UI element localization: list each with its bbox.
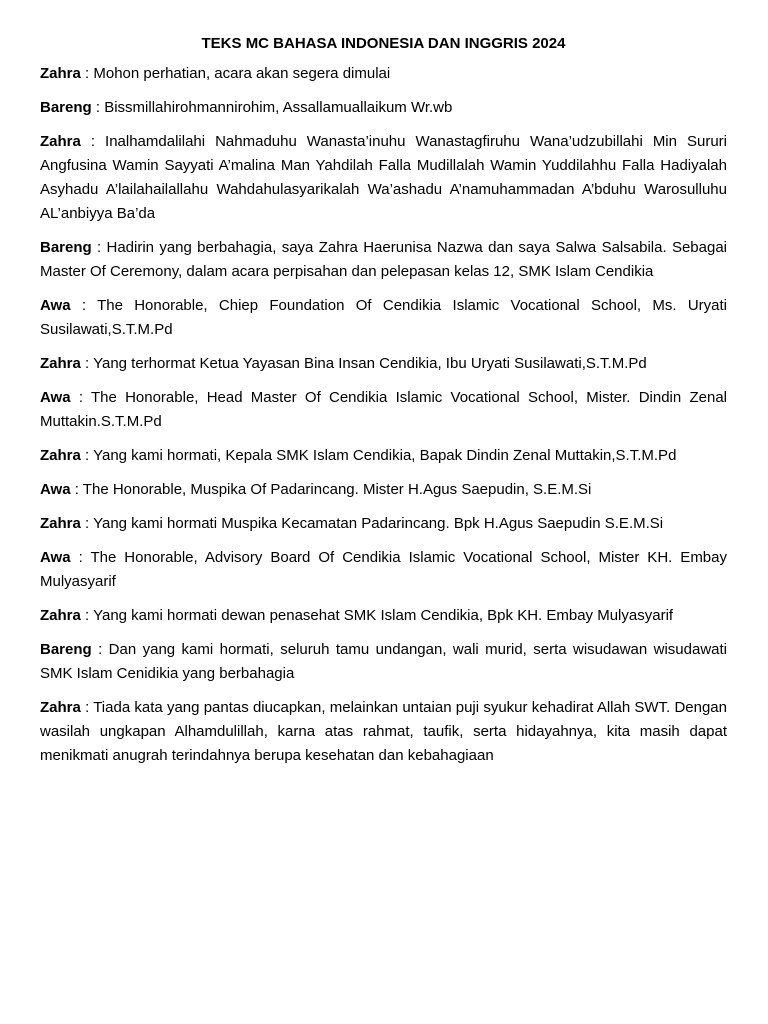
- speaker-name: Zahra: [40, 607, 81, 624]
- speaker-name: Zahra: [40, 133, 81, 150]
- dialogue-paragraph: [40, 604, 727, 628]
- dialogue-text: : Yang kami hormati dewan penasehat SMK Islam Cendikia, Bpk KH. Embay Mulyasyarif: [80, 607, 674, 624]
- dialogue-paragraph: [40, 62, 727, 86]
- dialogue-text: : The Honorable, Chiep Foundation Of Cendikia Islamic Vocational School, Ms. Uryati Susilawati,S.T.M.Pd: [40, 297, 727, 338]
- dialogue-text: : Yang kami hormati Muspika Kecamatan Padarincang. Bpk H.Agus Saepudin S.E.M.Si: [80, 515, 664, 532]
- speaker-name: Awa: [40, 389, 71, 406]
- dialogue-paragraph: [40, 130, 727, 226]
- dialogue-text: : Tiada kata yang pantas diucapkan, melainkan untaian puji syukur kehadirat Allah SWT. Dengan wasilah ungkapan Alhamdulillah, karna atas rahmat, taufik, serta hidayahnya, kita masih dapat menikmati anugrah terindahnya berupa kesehatan dan kebahagiaan: [40, 699, 727, 764]
- dialogue-text: : Yang terhormat Ketua Yayasan Bina Insan Cendikia, Ibu Uryati Susilawati,S.T.M.Pd: [80, 355, 647, 372]
- speaker-name: Awa: [40, 549, 71, 566]
- speaker-name: Zahra: [40, 447, 81, 464]
- dialogue-paragraph: [40, 638, 727, 686]
- dialogue-paragraph: [40, 96, 727, 120]
- dialogue-paragraph: [40, 546, 727, 594]
- dialogue-paragraph: [40, 512, 727, 536]
- dialogue-text: : Bissmillahirohmannirohim, Assallamuallaikum Wr.wb: [91, 99, 453, 116]
- dialogue-text: : The Honorable, Muspika Of Padarincang. Mister H.Agus Saepudin, S.E.M.Si: [70, 481, 592, 498]
- dialogue-text: : Yang kami hormati, Kepala SMK Islam Cendikia, Bapak Dindin Zenal Muttakin,S.T.M.Pd: [80, 447, 677, 464]
- speaker-name: Zahra: [40, 699, 81, 716]
- document-page: [40, 33, 727, 778]
- dialogue-paragraph: [40, 696, 727, 768]
- dialogue-paragraph: [40, 352, 727, 376]
- speaker-name: Zahra: [40, 515, 81, 532]
- speaker-name: Zahra: [40, 355, 81, 372]
- dialogue-text: : Mohon perhatian, acara akan segera dimulai: [80, 65, 391, 82]
- dialogue-text: : The Honorable, Advisory Board Of Cendikia Islamic Vocational School, Mister KH. Embay Mulyasyarif: [40, 549, 727, 590]
- document-title: TEKS MC BAHASA INDONESIA DAN INGGRIS 2024: [201, 35, 566, 52]
- speaker-name: Zahra: [40, 65, 81, 82]
- dialogue-paragraph: [40, 478, 727, 502]
- dialogue-text: : Inalhamdalilahi Nahmaduhu Wanasta’inuhu Wanastagfiruhu Wana’udzubillahi Min Sururi Angfusina Wamin Sayyati A’malina Man Yahdilah Falla Mudillalah Wamin Yuddilahhu Falla Hadiyalah Asyhadu A’lailahailallahu Wahdahulasyarikalah Wa’ashadu A’namuhammadan A’bduhu Warosulluhu AL’anbiyya Ba’da: [40, 133, 727, 222]
- dialogue-paragraph: [40, 236, 727, 284]
- speaker-name: Bareng: [40, 641, 92, 658]
- dialogue-text: : Dan yang kami hormati, seluruh tamu undangan, wali murid, serta wisudawan wisudawati SMK Islam Cenidikia yang berbahagia: [40, 641, 727, 682]
- speaker-name: Bareng: [40, 239, 92, 256]
- dialogue-paragraph: [40, 386, 727, 434]
- speaker-name: Awa: [40, 481, 71, 498]
- dialogue-paragraph: [40, 444, 727, 468]
- dialogue-text: : Hadirin yang berbahagia, saya Zahra Haerunisa Nazwa dan saya Salwa Salsabila. Sebagai Master Of Ceremony, dalam acara perpisahan dan pelepasan kelas 12, SMK Islam Cendikia: [40, 239, 727, 280]
- speaker-name: Awa: [40, 297, 71, 314]
- dialogue-paragraph: [40, 294, 727, 342]
- dialogue-text: : The Honorable, Head Master Of Cendikia Islamic Vocational School, Mister. Dindin Zenal Muttakin.S.T.M.Pd: [40, 389, 727, 430]
- speaker-name: Bareng: [40, 99, 92, 116]
